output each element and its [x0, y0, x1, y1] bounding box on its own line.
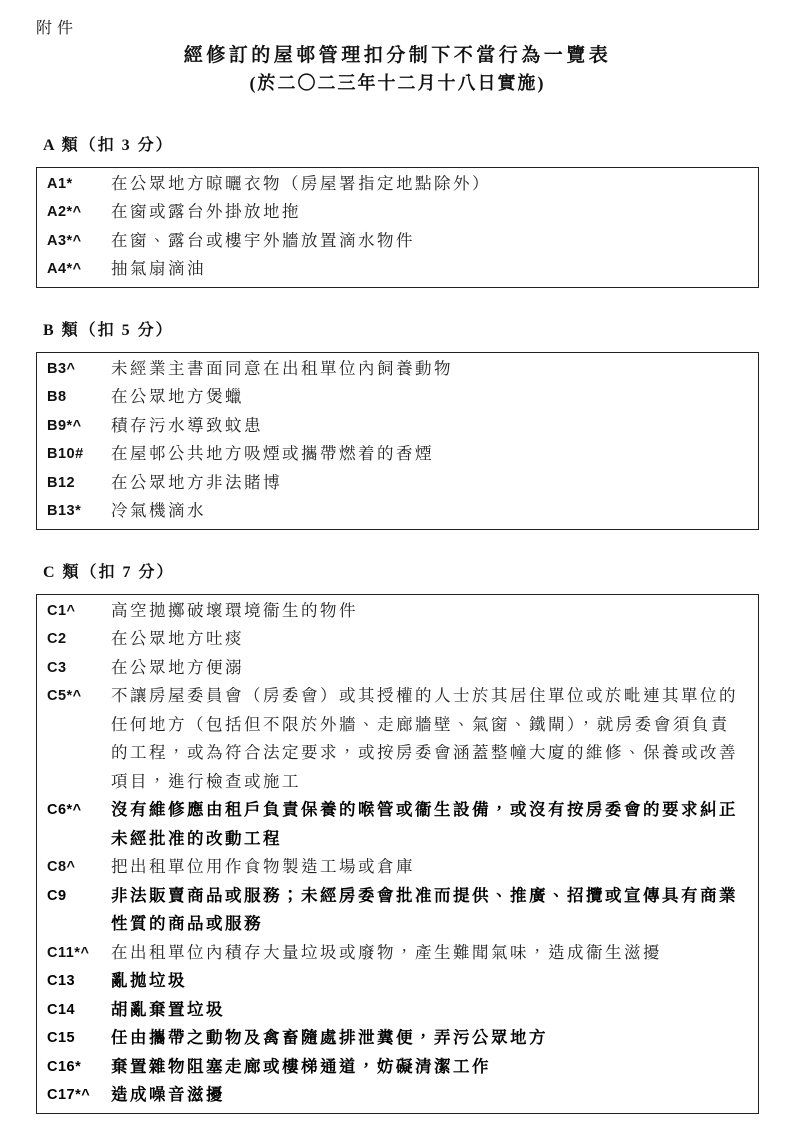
table-row	[47, 1081, 748, 1110]
rule-text: 在公眾地方便溺	[111, 657, 244, 677]
section-heading-a: A 類（扣 3 分）	[43, 136, 174, 154]
rule-code: B12	[47, 474, 76, 491]
rule-text: 把出租單位用作食物製造工場或倉庫	[111, 857, 415, 877]
rule-code: C8^	[47, 859, 76, 876]
table-row	[47, 170, 748, 199]
rule-code: C3	[47, 659, 67, 676]
table-row	[47, 654, 748, 683]
table-row	[47, 796, 748, 853]
rule-code: C17*^	[47, 1087, 91, 1104]
page-subtitle: (於二〇二三年十二月十八日實施)	[249, 72, 546, 93]
table-row	[47, 597, 748, 626]
table-row	[47, 996, 748, 1025]
rule-code: B8	[47, 389, 67, 406]
rule-code: C15	[47, 1030, 76, 1047]
table-row	[47, 967, 748, 996]
rule-text: 未經業主書面同意在出租單位內飼養動物	[111, 358, 453, 378]
table-row	[47, 853, 748, 882]
rule-text: 在公眾地方晾曬衣物（房屋署指定地點除外）	[111, 173, 491, 193]
rule-text: 在出租單位內積存大量垃圾或廢物，產生難聞氣味，造成衞生滋擾	[111, 942, 662, 962]
rule-text: 在屋邨公共地方吸煙或攜帶燃着的香煙	[111, 444, 434, 464]
rule-code: B10#	[47, 446, 84, 463]
rule-text: 不讓房屋委員會（房委會）或其授權的人士於其居住單位或於毗連其單位的任何地方（包括但不限於外牆、走廊牆壁、氣窗、鐵閘），就房委會須負責的工程，或為符合法定要求，或按房委會涵蓋整幢大廈的維修、保養或改善項目，進行檢查或施工	[111, 686, 738, 791]
rule-table-c	[36, 594, 759, 1114]
rule-text: 積存污水導致蚊患	[111, 415, 263, 435]
table-row	[47, 355, 748, 384]
table-row	[47, 440, 748, 469]
rule-code: B13*	[47, 503, 82, 520]
rule-text: 棄置雜物阻塞走廊或樓梯通道，妨礙清潔工作	[111, 1056, 491, 1076]
rule-text: 在公眾地方煲蠟	[111, 387, 244, 407]
rule-text: 抽氣扇滴油	[111, 259, 206, 279]
rule-code: B9*^	[47, 417, 82, 434]
rule-text: 亂拋垃圾	[111, 971, 187, 991]
table-row	[47, 882, 748, 939]
table-row	[47, 412, 748, 441]
table-row	[47, 625, 748, 654]
table-row	[47, 198, 748, 227]
table-row	[47, 939, 748, 968]
rule-code: C9	[47, 887, 67, 904]
section-heading-b: B 類（扣 5 分）	[43, 321, 174, 339]
rule-table-a	[36, 167, 759, 288]
sections-container	[36, 132, 759, 1114]
rule-code: C14	[47, 1001, 76, 1018]
rule-text: 造成噪音滋擾	[111, 1085, 225, 1105]
table-row	[47, 227, 748, 256]
rule-text: 在窗、露台或樓宇外牆放置滴水物件	[111, 230, 415, 250]
rule-code: C6*^	[47, 802, 82, 819]
rule-code: C1^	[47, 602, 76, 619]
rule-text: 在窗或露台外掛放地拖	[111, 202, 301, 222]
rule-text: 胡亂棄置垃圾	[111, 999, 225, 1019]
rule-code: C2	[47, 631, 67, 648]
rule-text: 在公眾地方吐痰	[111, 629, 244, 649]
page-title: 經修訂的屋邨管理扣分制下不當行為一覽表	[183, 45, 612, 66]
rule-text: 任由攜帶之動物及禽畜隨處排泄糞便，弄污公眾地方	[111, 1028, 548, 1048]
table-row	[47, 497, 748, 526]
rule-code: C11*^	[47, 944, 90, 961]
rule-code: A1*	[47, 175, 73, 192]
rule-text: 非法販賣商品或服務；未經房委會批准而提供、推廣、招攬或宣傳具有商業性質的商品或服務	[111, 885, 738, 934]
table-row	[47, 255, 748, 284]
rule-code: C5*^	[47, 688, 82, 705]
table-row	[47, 383, 748, 412]
rule-text: 高空拋擲破壞環境衞生的物件	[111, 600, 358, 620]
table-row	[47, 1053, 748, 1082]
annex-label: 附件	[36, 20, 79, 37]
table-row	[47, 682, 748, 796]
rule-text: 沒有維修應由租戶負責保養的喉管或衞生設備，或沒有按房委會的要求糾正未經批准的改動工程	[111, 800, 738, 848]
rule-code: C16*	[47, 1058, 82, 1075]
rule-code: A4*^	[47, 261, 82, 278]
rule-code: B3^	[47, 360, 76, 377]
rule-code: C13	[47, 973, 76, 990]
table-row	[47, 469, 748, 498]
rule-text: 在公眾地方非法賭博	[111, 472, 282, 492]
rule-text: 冷氣機滴水	[111, 501, 206, 521]
section-heading-c: C 類（扣 7 分）	[43, 563, 175, 581]
rule-code: A3*^	[47, 232, 82, 249]
table-row	[47, 1024, 748, 1053]
rule-table-b	[36, 352, 759, 530]
rule-code: A2*^	[47, 204, 82, 221]
